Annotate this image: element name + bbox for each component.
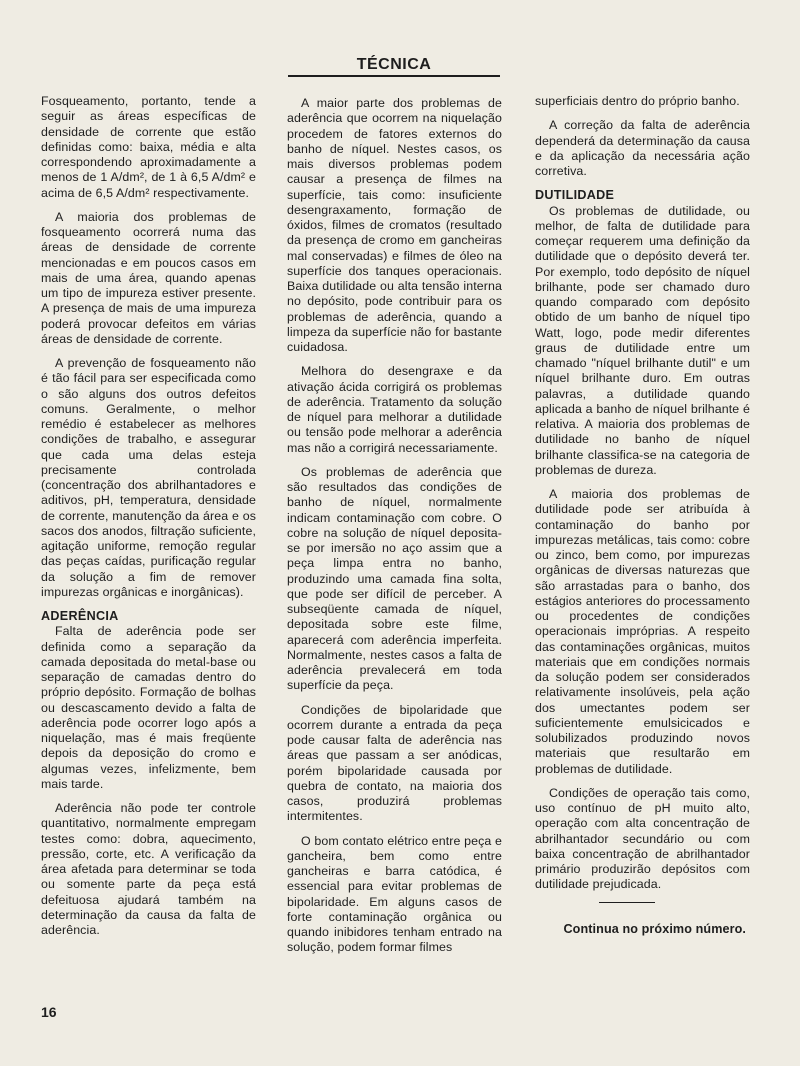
paragraph: A maioria dos problemas de fosqueamento ocorrerá numa das áreas de densidade de corrente mencionadas e em poucos casos em mais de uma área, quando apenas um tipo de impureza estiver presente. A presença de mais de uma impureza poderá provocar defeitos em várias áreas de densidade de corrente. (41, 209, 256, 346)
paragraph: Melhora do desengraxe e da ativação ácida corrigirá os problemas de aderência. Tratamento da solução de níquel para melhorar a dutilidade ou tensão pode melhorar a aderência mas não a corrigirá necessariamente. (287, 364, 502, 455)
column-2 (287, 96, 502, 965)
column-3 (535, 94, 750, 937)
paragraph: A maior parte dos problemas de aderência que ocorrem na niquelação procedem de fatores externos do banho de níquel. Nestes casos, os mais diversos problemas podem causar a presença de filmes na superfície, tais como: insuficiente desengraxamento, formação de óxidos, filmes de cromatos (resultado da presença de cromo em gancheiras mal conservadas) e filmes de óleo na superfície dos tanques operacionais. Baixa dutilidade ou alta tensão interna no depósito, pode contribuir para os problemas de aderência, quando a limpeza da superfície não for bastante cuidadosa. (287, 96, 502, 354)
paragraph: Condições de bipolaridade que ocorrem durante a entrada da peça pode causar falta de aderência nas áreas que passam a ser anódicas, porém bipolaridade causada por quebra de contato, na maioria dos casos, produzirá problemas intermitentes. (287, 702, 502, 824)
paragraph: Aderência não pode ter controle quantitativo, normalmente empregam testes como: dobra, aquecimento, pressão, corte, etc. A verificação da área afetada para determinar se toda ou somente parte da peça está defeituosa ajudará também na determinação da causa da falta de aderência. (41, 801, 256, 937)
paragraph: Os problemas de dutilidade, ou melhor, de falta de dutilidade para começar requerem uma definição da dutilidade que o depósito deverá ter. Por exemplo, todo depósito de níquel brilhante, pode ser chamado duro quando comparado com depósito obtido de um banho de níquel tipo Watt, logo, pode medir diferentes graus de dutilidade entre um chamado "níquel brilhante dutil" e um níquel brilhante duro. Em outras palavras, a dutilidade quando aplicada a banho de níquel brilhante é relativa. A maioria dos problemas de dutilidade no banho de níquel brilhante classifica-se na categoria de problemas de dureza. (535, 203, 750, 477)
paragraph: Os problemas de aderência que são resultados das condições de banho de níquel, normalmente indicam contaminação com cobre. O cobre na solução de níquel deposita-se por imersão no aço assim que a peça limpa entra no banho, produzindo uma camada fina solta, que pode ser difícil de perceber. A subseqüente camada de níquel, depositada sobre este filme, aparecerá com aderência imperfeita. Normalmente, nestes casos a falta de aderência prevalecerá em toda superfície da peça. (287, 464, 502, 693)
section-title: TÉCNICA (288, 56, 500, 77)
continued-note: Continua no próximo número. (563, 921, 746, 936)
paragraph: A correção da falta de aderência dependerá da determinação da causa e da aplicação da necessária ação corretiva. (535, 118, 750, 178)
paragraph: O bom contato elétrico entre peça e gancheira, bem como entre gancheiras e barra catódica, é essencial para evitar problemas de bipolaridade. Em alguns casos de forte contaminação orgânica ou quando inibidores tenham entrado na solução, podem formar filmes (287, 833, 502, 955)
paragraph: superficiais dentro do próprio banho. (535, 94, 740, 108)
paragraph: Fosqueamento, portanto, tende a seguir as áreas específicas de densidade de corrente que estão definidas como: baixa, média e alta correspondendo aproximadamente a menos de 1 A/dm², de 1 à 6,5 A/dm² e acima de 6,5 A/dm² respectivamente. (41, 94, 256, 200)
paragraph: A maioria dos problemas de dutilidade pode ser atribuída à contaminação do banho por impurezas metálicas, tais como: cobre ou zinco, bem como, por impurezas orgânicas de diversas naturezas que são arrastadas para o banho, dos estágios anteriores do processamento ou procedentes de condições operacionais impróprias. A respeito das contaminações orgânicas, muitos materiais que em condições normais da solução podem ser considerados relativamente insolúveis, pela ação dos umectantes podem ser suficientemente emulsicicados e solubilizados produzindo novos materiais que resultarão em problemas de dutilidade. (535, 487, 750, 776)
paragraph: A prevenção de fosqueamento não é tão fácil para ser especificada como o são alguns dos outros defeitos comuns. Geralmente, o melhor remédio é estabelecer as melhores condições de trabalho, e assegurar que cada uma delas esteja precisamente controlada (concentração dos abrilhantadores e aditivos, pH, temperatura, densidade de corrente, manutenção da área e os sacos dos anodos, filtração suficiente, agitação uniforme, remoção regular das peças caídas, purificação regular da solução a fim de remover impurezas orgânicas e inorgânicas). (41, 356, 256, 599)
paragraph: Condições de operação tais como, uso contínuo de pH muito alto, operação com alta concentração de abrilhantador secundário ou com baixa concentração de abrilhantador primário produzirão depósitos com dutilidade prejudicada. (535, 785, 750, 892)
column-1 (41, 94, 256, 947)
section-heading-aderencia: ADERÊNCIA (41, 609, 119, 623)
divider (599, 902, 655, 903)
section-heading-dutilidade: DUTILIDADE (535, 188, 615, 203)
paragraph: Falta de aderência pode ser definida como a separação da camada depositada do metal-base ou separação de camadas dentro do próprio depósito. Formação de bolhas ou descascamento devido a falta de aderência pode ocorrer logo após a niquelação, mas é mais freqüente depois da deposição do cromo e algumas vezes, infelizmente, bem mais tarde. (41, 624, 256, 791)
page-number: 16 (41, 1004, 57, 1020)
